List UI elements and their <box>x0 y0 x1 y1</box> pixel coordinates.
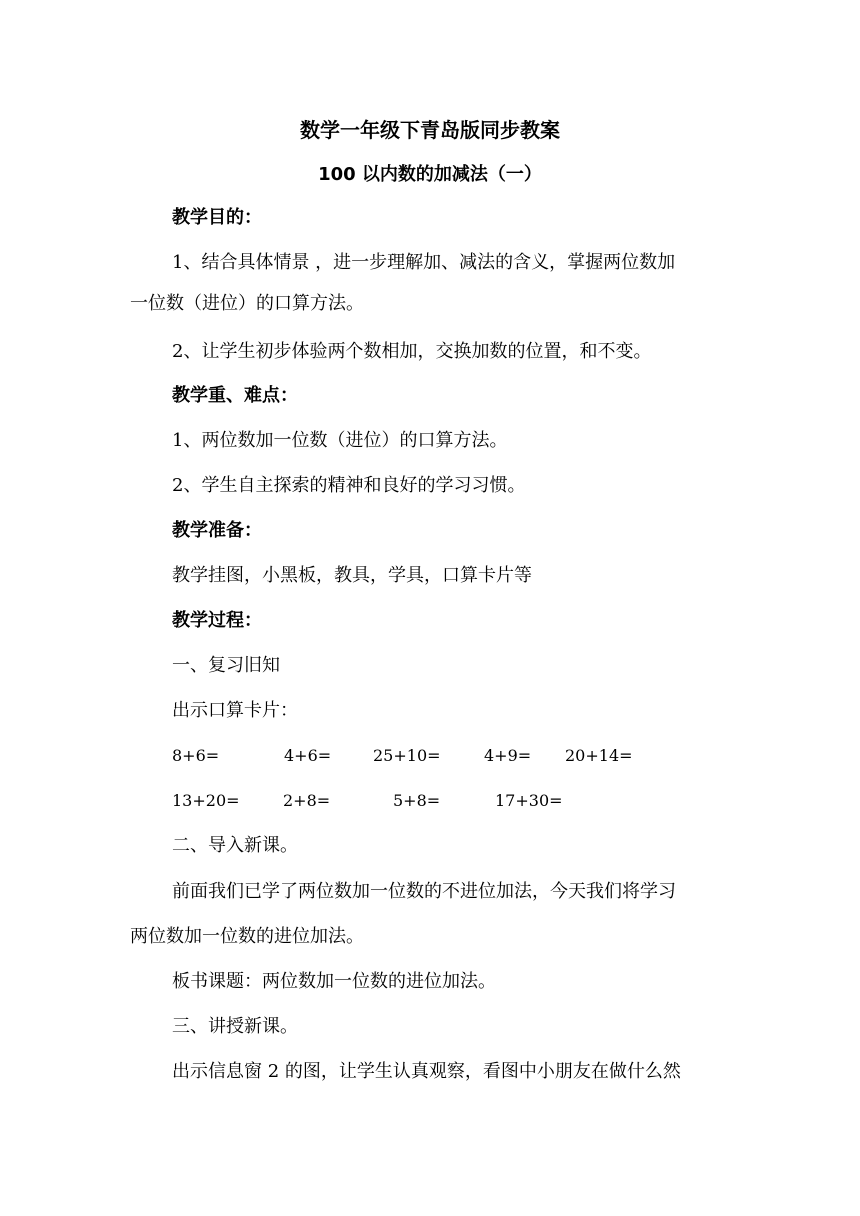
intro-line-2: 两位数加一位数的进位加法。 <box>130 926 364 947</box>
document-title: 数学一年级下青岛版同步教案 <box>300 118 560 142</box>
preparation-text: 教学挂图，小黑板，教具，学具，口算卡片等 <box>172 565 532 586</box>
step-3-heading: 三、讲授新课。 <box>172 1016 298 1037</box>
card-item: 17+30= <box>495 791 563 810</box>
cards-label: 出示口算卡片： <box>172 700 298 721</box>
board-topic: 板书课题：两位数加一位数的进位加法。 <box>172 971 496 992</box>
card-item: 13+20= <box>172 791 240 810</box>
step-2-heading: 二、导入新课。 <box>172 835 298 856</box>
key-points-heading: 教学重、难点： <box>172 385 298 406</box>
show-picture-line: 出示信息窗 2 的图，让学生认真观察，看图中小朋友在做什么然 <box>172 1061 681 1082</box>
card-item: 4+6= <box>284 746 332 765</box>
goal-item-1-line-2: 一位数（进位）的口算方法。 <box>130 293 364 314</box>
card-item: 5+8= <box>393 791 441 810</box>
card-item: 8+6= <box>172 746 220 765</box>
goal-heading: 教学目的： <box>172 207 262 228</box>
step-1-heading: 一、复习旧知 <box>172 655 280 676</box>
preparation-heading: 教学准备： <box>172 520 262 541</box>
key-point-1: 1、两位数加一位数（进位）的口算方法。 <box>172 430 508 451</box>
goal-item-1-line-1: 1、结合具体情景 ，进一步理解加、减法的含义，掌握两位数加 <box>172 252 676 273</box>
card-item: 20+14= <box>565 746 633 765</box>
process-heading: 教学过程： <box>172 610 262 631</box>
card-item: 2+8= <box>283 791 331 810</box>
intro-line-1: 前面我们已学了两位数加一位数的不进位加法，今天我们将学习 <box>172 881 676 902</box>
key-point-2: 2、学生自主探索的精神和良好的学习习惯。 <box>172 475 526 496</box>
goal-item-2: 2、让学生初步体验两个数相加，交换加数的位置，和不变。 <box>172 341 652 362</box>
document-subtitle: 100 以内数的加减法（一） <box>318 164 542 185</box>
card-item: 25+10= <box>373 746 441 765</box>
card-item: 4+9= <box>484 746 532 765</box>
